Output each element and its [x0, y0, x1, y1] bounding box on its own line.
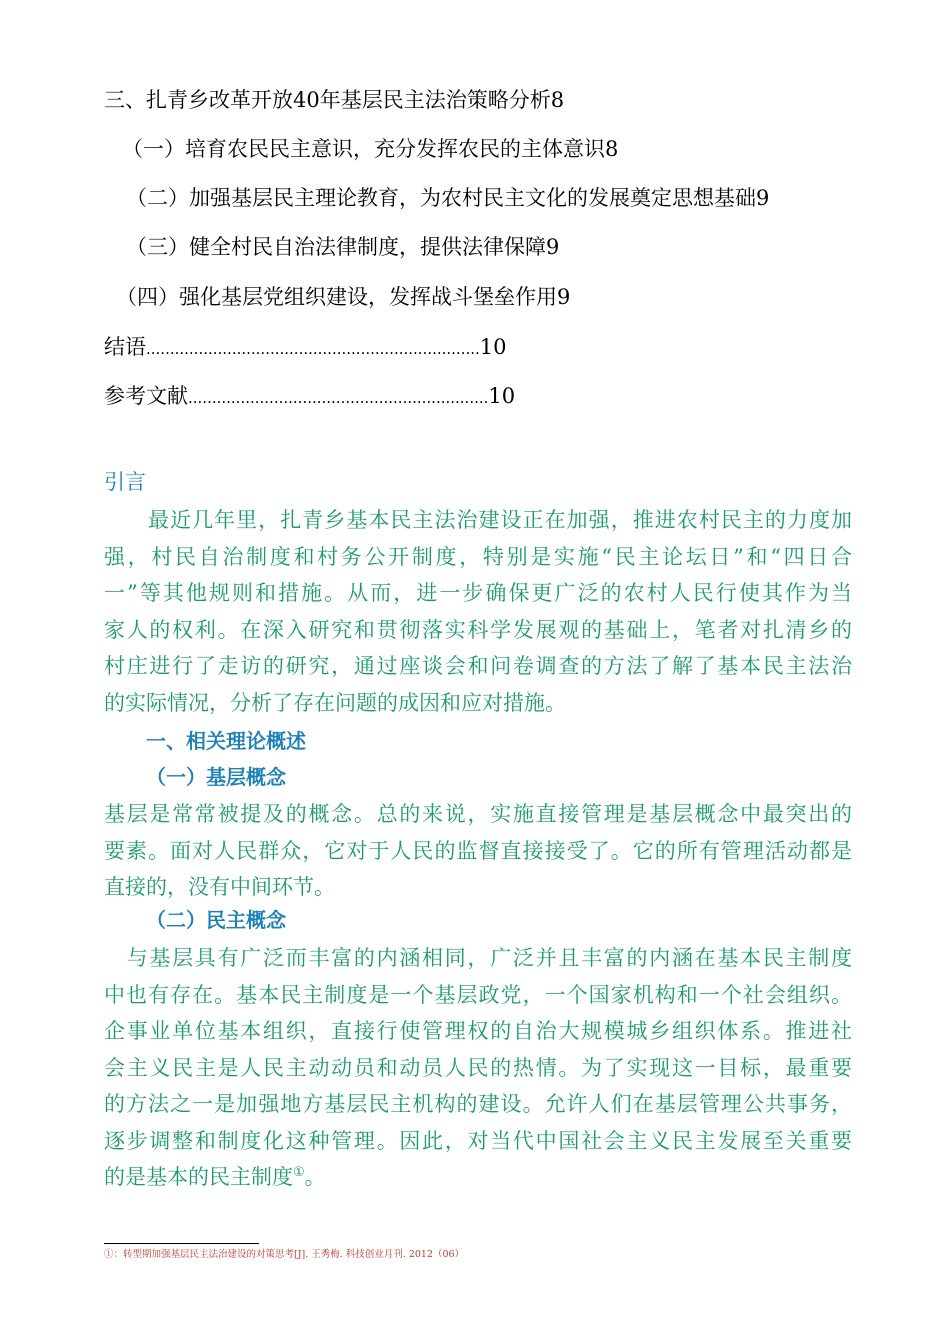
toc-page-number: 10: [488, 384, 516, 408]
toc-entry-3-2[interactable]: [126, 184, 769, 212]
toc-entry-3-4[interactable]: [116, 283, 570, 311]
subsection-2-heading: （二）民主概念: [146, 908, 286, 932]
toc-entry-conclusion[interactable]: [104, 333, 507, 363]
body-line: 逐步调整和制度化这种管理。因此，对当代中国社会主义民主发展至关重要: [104, 1128, 852, 1153]
body-line: 与基层具有广泛而丰富的内涵相同，广泛并且丰富的内涵在基本民主制度: [104, 946, 852, 970]
subsection-1-paragraph: [104, 796, 852, 906]
body-line-text: 的是基本的民主制度: [104, 1165, 293, 1189]
toc-page-number: 10: [479, 335, 507, 359]
body-line: 直接的，没有中间环节。: [104, 875, 335, 899]
body-line: 基层是常常被提及的概念。总的来说，实施直接管理是基层概念中最突出的: [104, 802, 852, 826]
toc-leader-dots: ......................................................................: [146, 340, 480, 358]
body-line: 要素。面对人民群众，它对于人民的监督直接接受了。它的所有管理活动都是: [104, 838, 852, 863]
section-1-heading: 一、相关理论概述: [146, 729, 306, 753]
intro-line: 的实际情况，分析了存在问题的成因和应对措施。: [104, 690, 566, 715]
intro-paragraph: [104, 502, 852, 721]
body-line-with-footnote: [104, 1159, 852, 1196]
body-line: 会主义民主是人民主动动员和动员人民的热情。为了实现这一目标，最重要: [104, 1055, 852, 1080]
toc-entry-references[interactable]: [104, 382, 515, 412]
toc-entry-section-3[interactable]: [104, 86, 564, 114]
footnote-reference[interactable]: ①: [293, 1165, 305, 1180]
intro-line: 一”等其他规则和措施。从而，进一步确保更广泛的农村人民行使其作为当: [104, 581, 852, 605]
body-line: 企事业单位基本组织，直接行使管理权的自治大规模城乡组织体系。推进社: [104, 1019, 852, 1043]
intro-line: 村庄进行了走访的研究，通过座谈会和问卷调查的方法了解了基本民主法治: [104, 654, 852, 678]
intro-line: 家人的权利。在深入研究和贯彻落实科学发展观的基础上，笔者对扎清乡的: [104, 617, 852, 642]
intro-title: 引言: [104, 470, 146, 494]
end-punctuation: 。: [304, 1165, 326, 1189]
toc-entry-text: （二）加强基层民主理论教育，为农村民主文化的发展奠定思想基础9: [126, 186, 770, 210]
subsection-2-paragraph: [104, 940, 852, 1196]
toc-entry-text: 三、扎青乡改革开放40年基层民主法治策略分析8: [104, 88, 565, 112]
subsection-1-heading: （一）基层概念: [146, 765, 286, 789]
intro-line: 强，村民自治制度和村务公开制度，特别是实施“民主论坛日”和“四日合: [104, 544, 852, 569]
toc-entry-text: （三）健全村民自治法律制度，提供法律保障9: [126, 235, 560, 259]
intro-line: 最近几年里，扎青乡基本民主法治建设正在加强，推进农村民主的力度加: [104, 508, 852, 532]
body-line: 的方法之一是加强地方基层民主机构的建设。允许人们在基层管理公共事务，: [104, 1092, 852, 1116]
toc-entry-label: 结语: [104, 335, 146, 359]
toc-entry-3-3[interactable]: [126, 233, 559, 261]
footnote-separator: [104, 1243, 259, 1244]
toc-entry-text: （一）培育农民民主意识，充分发挥农民的主体意识8: [122, 137, 619, 161]
toc-entry-text: （四）强化基层党组织建设，发挥战斗堡垒作用9: [116, 285, 571, 309]
body-line: 中也有存在。基本民主制度是一个基层政党，一个国家机构和一个社会组织。: [104, 982, 852, 1007]
toc-entry-label: 参考文献: [104, 384, 188, 408]
toc-leader-dots: ...............................................................: [188, 389, 489, 407]
toc-entry-3-1[interactable]: [122, 135, 618, 163]
footnote-text: ①：转型期加强基层民主法治建设的对策思考[J]. 王秀梅. 科技创业月刊. 2012（06）: [104, 1249, 465, 1260]
